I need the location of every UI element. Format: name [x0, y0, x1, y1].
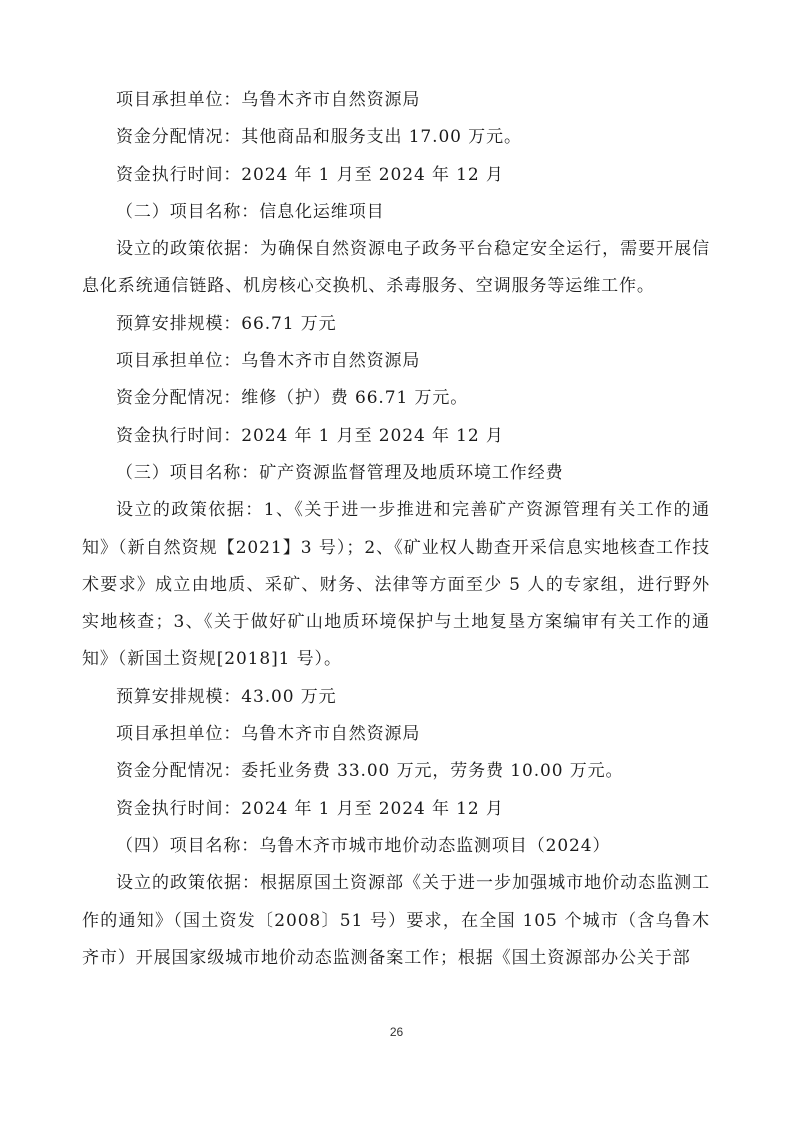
paragraph-project-unit-3: 项目承担单位：乌鲁木齐市自然资源局: [116, 724, 421, 745]
paragraph-budget-scale-2: 预算安排规模：66.71 万元: [116, 313, 337, 334]
paragraph-budget-scale-3: 预算安排规模：43.00 万元: [116, 686, 337, 707]
paragraph-fund-allocation-2: 资金分配情况：维修（护）费 66.71 万元。: [116, 388, 469, 409]
paragraph-fund-allocation-3: 资金分配情况：委托业务费 33.00 万元，劳务费 10.00 万元。: [116, 761, 624, 782]
paragraph-execution-time-1: 资金执行时间：2024 年 1 月至 2024 年 12 月: [116, 164, 504, 185]
heading-project-4: （四）项目名称：乌鲁木齐市城市地价动态监测项目（2024）: [116, 835, 611, 856]
paragraph-policy-basis-2: 设立的政策依据：为确保自然资源电子政务平台稳定安全运行，需要开展信息化系统通信链路、机房核心交换机、杀毒服务、空调服务等运维工作。: [82, 239, 710, 297]
paragraph-execution-time-2: 资金执行时间：2024 年 1 月至 2024 年 12 月: [116, 425, 504, 446]
paragraph-execution-time-3: 资金执行时间：2024 年 1 月至 2024 年 12 月: [116, 798, 504, 819]
document-body: [82, 82, 710, 977]
paragraph-project-unit-1: 项目承担单位：乌鲁木齐市自然资源局: [116, 90, 421, 110]
heading-project-3: （三）项目名称：矿产资源监督管理及地质环境工作经费: [116, 462, 564, 483]
paragraph-policy-basis-4: 设立的政策依据：根据原国土资源部《关于进一步加强城市地价动态监测工作的通知》（国土资发〔2008〕51 号）要求，在全国 105 个城市（含乌鲁木齐市）开展国家级城市地价动态监测备案工作；根据《国土资源部办公关于部: [82, 873, 710, 968]
paragraph-fund-allocation-1: 资金分配情况：其他商品和服务支出 17.00 万元。: [116, 127, 522, 148]
heading-project-2: （二）项目名称：信息化运维项目: [116, 201, 385, 222]
page-number: 26: [389, 1025, 404, 1039]
paragraph-policy-basis-3: 设立的政策依据：1、《关于进一步推进和完善矿产资源管理有关工作的通知》（新自然资规【2021】3 号）；2、《矿业权人勘查开采信息实地核查工作技术要求》成立由地质、采矿、财务、法律等方面至少 5 人的专家组，进行野外实地核查；3、《关于做好矿山地质环境保护与土地复垦方案编审有关工作的通知》（新国土资规[2018]1 号）。: [82, 500, 710, 670]
paragraph-project-unit-2: 项目承担单位：乌鲁木齐市自然资源局: [116, 351, 421, 372]
